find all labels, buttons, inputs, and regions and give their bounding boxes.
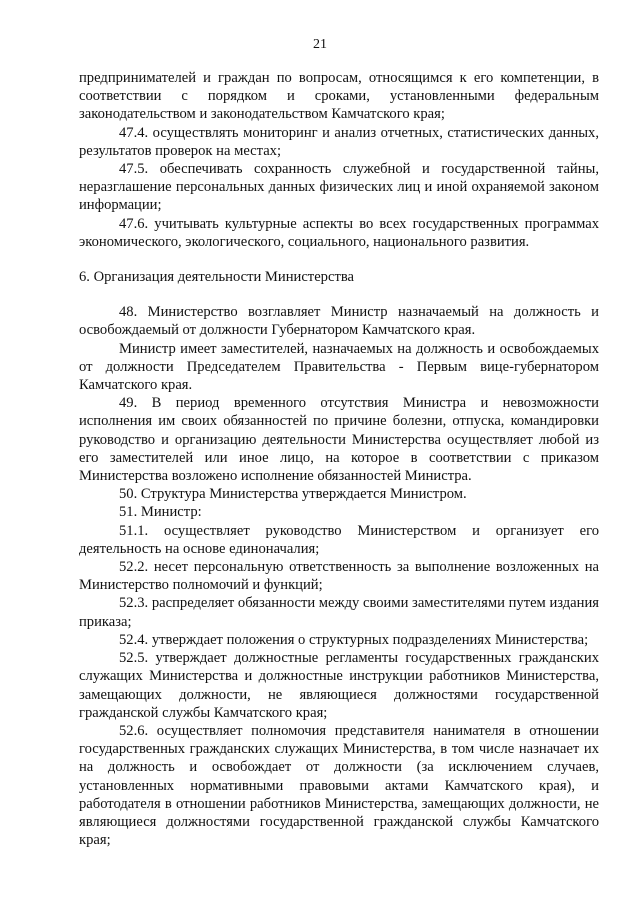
paragraph: предпринимателей и граждан по вопросам, относящимся к его компетенции, в соответствии с порядком и сроками, установленными федеральным законодательством и законодательством Камчатского края; xyxy=(79,70,599,123)
paragraph: 51.1. осуществляет руководство Министерством и организует его деятельность на основе единоначалия; xyxy=(79,522,599,557)
paragraph: 47.5. обеспечивать сохранность служебной и государственной тайны, неразглашение персональных данных физических лиц и иной охраняемой законом информации; xyxy=(79,161,599,214)
paragraph: 52.6. осуществляет полномочия представителя нанимателя в отношении государственных гражданских служащих Министерства, в том числе назначает их на должность и освобождает от должности (за исключением случаев, установленных нормативными правовыми актами Камчатского края), и работодателя в отношении работников Министерства, замещающих должности, не являющиеся должностями государственной гражданской службы Камчатского края; xyxy=(79,722,599,849)
paragraph: 52.5. утверждает должностные регламенты государственных гражданских служащих Министерства и должностные инструкции работников Министерства, замещающих должности, не являющиеся должностями государственной гражданской службы Камчатского края; xyxy=(79,650,599,721)
paragraph: 52.3. распределяет обязанности между своими заместителями путем издания приказа; xyxy=(79,595,599,630)
paragraph: 47.4. осуществлять мониторинг и анализ отчетных, статистических данных, результатов проверок на местах; xyxy=(79,124,599,159)
paragraph: 47.6. учитывать культурные аспекты во всех государственных программах экономического, экологического, социального, национального развития. xyxy=(79,215,599,250)
paragraph: 52.2. несет персональную ответственность за выполнение возложенных на Министерство полномочий и функций; xyxy=(79,559,599,594)
document-body xyxy=(79,69,599,849)
paragraph: 51. Министр: xyxy=(119,504,202,521)
paragraph: 52.4. утверждает положения о структурных подразделениях Министерства; xyxy=(119,631,589,648)
section-heading: 6. Организация деятельности Министерства xyxy=(79,269,354,286)
paragraph: Министр имеет заместителей, назначаемых на должность и освобождаемых от должности Председателем Правительства - Первым вице-губернатором Камчатского края. xyxy=(79,340,599,394)
paragraph: 49. В период временного отсутствия Министра и невозможности исполнения им своих обязанностей по причине болезни, отпуска, командировки руководство и организацию деятельности Министерства осуществляет любой из его заместителей или иное лицо, на которое в соответствии с приказом Министерства возложено исполнение обязанностей Министра. xyxy=(79,395,599,485)
page-number: 21 xyxy=(313,37,327,52)
paragraph: 50. Структура Министерства утверждается Министром. xyxy=(119,486,467,503)
paragraph: 48. Министерство возглавляет Министр назначаемый на должность и освобождаемый от должности Губернатором Камчатского края. xyxy=(79,304,599,339)
